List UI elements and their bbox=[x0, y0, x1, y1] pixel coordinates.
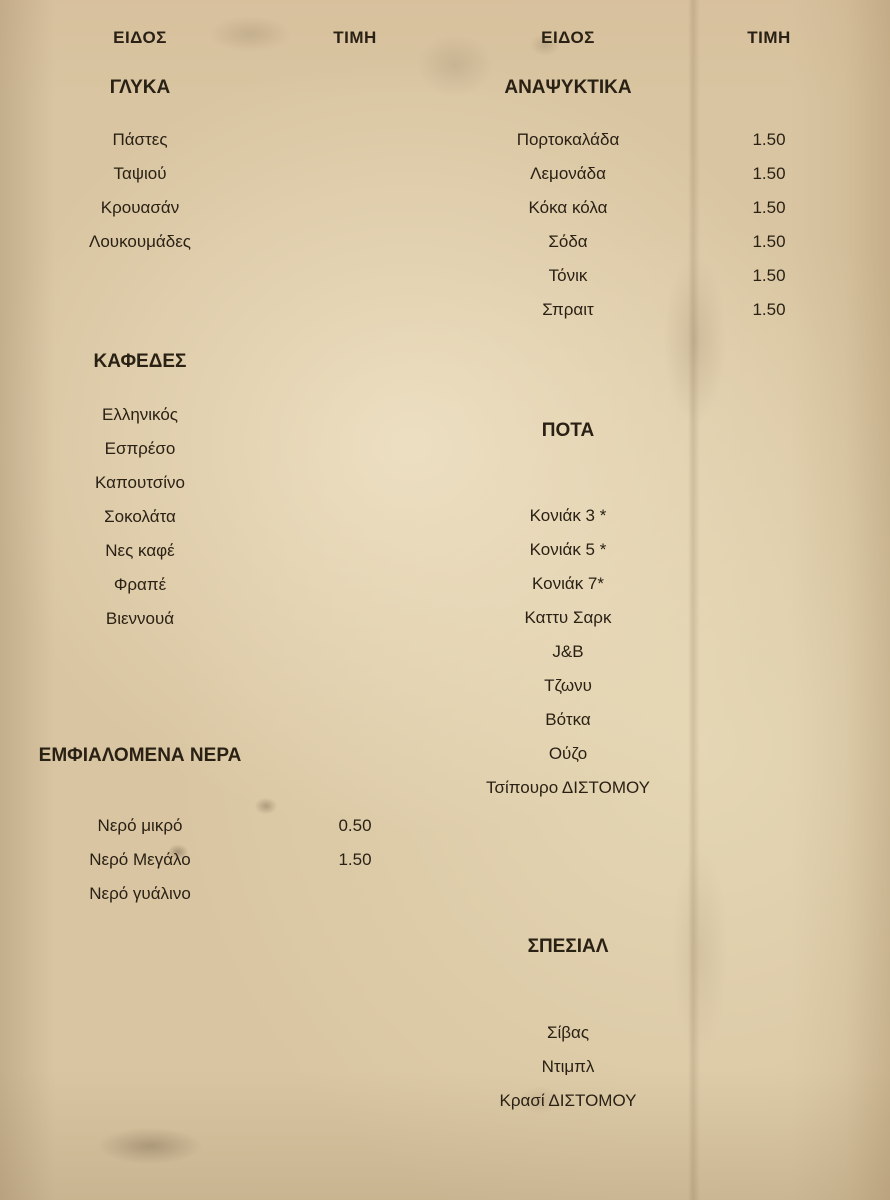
menu-item-row bbox=[428, 771, 830, 805]
menu-item-row bbox=[0, 809, 430, 843]
menu-item-row bbox=[0, 191, 430, 225]
menu-item-row bbox=[0, 123, 430, 157]
menu-item-name: Νερό μικρό bbox=[97, 816, 183, 835]
menu-item-row bbox=[0, 398, 430, 432]
menu-item-name: Λεμονάδα bbox=[530, 164, 606, 183]
menu-item-price: 1.50 bbox=[752, 300, 786, 319]
menu-item-row bbox=[428, 293, 830, 327]
menu-item-name: Κονιάκ 5 * bbox=[529, 540, 607, 559]
menu-item-name: Πορτοκαλάδα bbox=[516, 130, 620, 149]
menu-item-row bbox=[428, 499, 830, 533]
column-header-row-right bbox=[428, 21, 830, 55]
menu-item-name: Βιεννουά bbox=[105, 609, 175, 628]
menu-item-row bbox=[428, 703, 830, 737]
menu-item-name: Ταψιού bbox=[113, 164, 167, 183]
menu-item-row bbox=[428, 1084, 830, 1118]
menu-item-row bbox=[428, 157, 830, 191]
column-header-price: ΤΙΜΗ bbox=[747, 28, 791, 47]
menu-item-price: 1.50 bbox=[752, 198, 786, 217]
menu-item-price: 1.50 bbox=[752, 232, 786, 251]
column-header-row-left bbox=[0, 21, 430, 55]
menu-item-row bbox=[0, 877, 430, 911]
menu-item-row bbox=[428, 669, 830, 703]
menu-item-name: Νες καφέ bbox=[105, 541, 175, 560]
column-header-item: ΕΙΔΟΣ bbox=[541, 28, 595, 47]
section-title-kafedes: ΚΑΦΕΔΕΣ bbox=[93, 351, 187, 372]
menu-item-row bbox=[0, 843, 430, 877]
section-nera-items bbox=[0, 809, 430, 911]
menu-item-row bbox=[428, 1016, 830, 1050]
menu-item-row bbox=[0, 568, 430, 602]
menu-item-row bbox=[428, 259, 830, 293]
section-title-pota: ΠΟΤΑ bbox=[541, 420, 595, 441]
menu-item-row bbox=[428, 191, 830, 225]
menu-item-row bbox=[428, 1050, 830, 1084]
section-title-anapsyktika: ΑΝΑΨΥΚΤΙΚΑ bbox=[504, 77, 632, 98]
menu-item-name: Κόκα κόλα bbox=[528, 198, 608, 217]
menu-item-row bbox=[0, 466, 430, 500]
menu-item-price: 1.50 bbox=[752, 266, 786, 285]
menu-item-name: Τσίπουρο ΔΙΣΤΟΜΟΥ bbox=[486, 778, 650, 797]
section-spesial-items bbox=[428, 1016, 830, 1118]
menu-item-name: Σπραιτ bbox=[542, 300, 594, 319]
menu-item-price: 1.50 bbox=[752, 130, 786, 149]
menu-item-name: Ντιμπλ bbox=[541, 1057, 595, 1076]
menu-item-name: Φραπέ bbox=[113, 575, 167, 594]
menu-item-name: Ούζο bbox=[548, 744, 588, 763]
menu-item-name: Πάστες bbox=[112, 130, 168, 149]
menu-item-name: Σίβας bbox=[546, 1023, 590, 1042]
menu-item-price: 0.50 bbox=[338, 816, 372, 835]
menu-item-name: Κρουασάν bbox=[100, 198, 180, 217]
menu-item-name: Νερό Μεγάλο bbox=[89, 850, 191, 869]
menu-item-price: 1.50 bbox=[338, 850, 372, 869]
section-kafedes-items bbox=[0, 398, 430, 636]
menu-item-name: Κονιάκ 3 * bbox=[529, 506, 607, 525]
menu-item-name: Τζωνυ bbox=[544, 676, 592, 695]
menu-item-name: Ελληνικός bbox=[101, 405, 178, 424]
menu-item-name: Τόνικ bbox=[548, 266, 588, 285]
section-glyka-items bbox=[0, 123, 430, 259]
menu-item-name: Καττυ Σαρκ bbox=[524, 608, 612, 627]
menu-item-row bbox=[428, 601, 830, 635]
menu-item-name: Εσπρέσο bbox=[104, 439, 176, 458]
menu-item-row bbox=[428, 635, 830, 669]
menu-item-name: Λουκουμάδες bbox=[88, 232, 191, 251]
menu-item-name: Κρασί ΔΙΣΤΟΜΟΥ bbox=[499, 1091, 637, 1110]
section-title-glyka: ΓΛΥΚΑ bbox=[109, 77, 171, 98]
menu-item-row bbox=[428, 225, 830, 259]
menu-item-name: Βότκα bbox=[545, 710, 591, 729]
menu-item-name: Κονιάκ 7* bbox=[532, 574, 604, 593]
menu-item-name: Σοκολάτα bbox=[104, 507, 176, 526]
menu-item-row bbox=[428, 737, 830, 771]
section-pota-items bbox=[428, 499, 830, 805]
menu-item-name: Σόδα bbox=[548, 232, 588, 251]
menu-item-row bbox=[0, 534, 430, 568]
menu-item-row bbox=[428, 123, 830, 157]
menu-item-row bbox=[0, 602, 430, 636]
menu-item-row bbox=[0, 432, 430, 466]
menu-item-name: J&B bbox=[552, 642, 584, 661]
column-header-item: ΕΙΔΟΣ bbox=[113, 28, 167, 47]
section-title-spesial: ΣΠΕΣΙΑΛ bbox=[527, 936, 609, 957]
menu-item-row bbox=[0, 157, 430, 191]
menu-item-row bbox=[0, 500, 430, 534]
column-header-price: ΤΙΜΗ bbox=[333, 28, 377, 47]
menu-item-price: 1.50 bbox=[752, 164, 786, 183]
section-anapsyktika-items bbox=[428, 123, 830, 327]
menu-item-row bbox=[0, 225, 430, 259]
section-title-nera: ΕΜΦΙΑΛΟΜΕΝΑ ΝΕΡΑ bbox=[38, 745, 242, 766]
menu-item-name: Νερό γυάλινο bbox=[89, 884, 191, 903]
menu-item-name: Καπουτσίνο bbox=[95, 473, 185, 492]
menu-item-row bbox=[428, 567, 830, 601]
menu-item-row bbox=[428, 533, 830, 567]
